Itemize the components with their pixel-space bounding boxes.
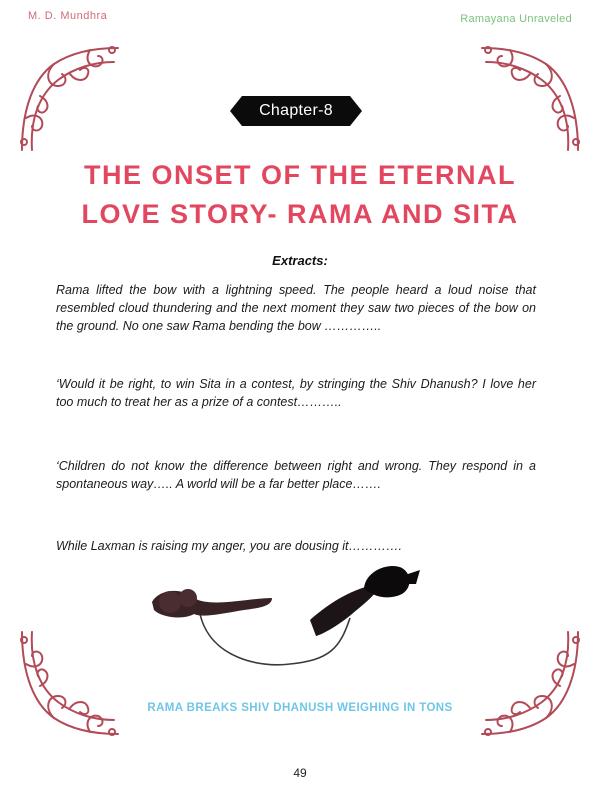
extract-paragraph-2: ‘Would it be right, to win Sita in a contest, by stringing the Shiv Dhanush? I love her too much to treat her as a prize of a contest……….. xyxy=(56,377,536,409)
corner-ornament-top-left xyxy=(14,38,124,158)
extract-paragraph-4: While Laxman is raising my anger, you are dousing it…………. xyxy=(56,539,402,553)
extracts-heading: Extracts: xyxy=(272,253,328,268)
chapter-title-line-2: LOVE STORY- RAMA AND SITA xyxy=(81,199,519,229)
chapter-label: Chapter-8 xyxy=(259,102,333,119)
broken-bow-illustration xyxy=(140,558,440,683)
page-number: 49 xyxy=(293,766,307,780)
corner-ornament-bottom-right xyxy=(476,624,586,744)
chapter-title-line-1: THE ONSET OF THE ETERNAL xyxy=(83,160,516,190)
figure-caption: RAMA BREAKS SHIV DHANUSH WEIGHING IN TONS xyxy=(147,702,453,714)
chapter-badge xyxy=(230,96,362,126)
extract-paragraph-1: Rama lifted the bow with a lightning speed. The people heard a loud noise that resembled cloud thundering and the next moment they saw two pieces of the bow on the ground. No one saw Rama bending the bow ………….. xyxy=(56,283,536,333)
corner-ornament-top-right xyxy=(476,38,586,158)
running-header-book-title: Ramayana Unraveled xyxy=(460,13,572,25)
corner-ornament-bottom-left xyxy=(14,624,124,744)
extract-paragraph-3: ‘Children do not know the difference between right and wrong. They respond in a spontaneous way….. A world will be a far better place……. xyxy=(56,459,536,491)
running-header-author: M. D. Mundhra xyxy=(28,10,108,20)
